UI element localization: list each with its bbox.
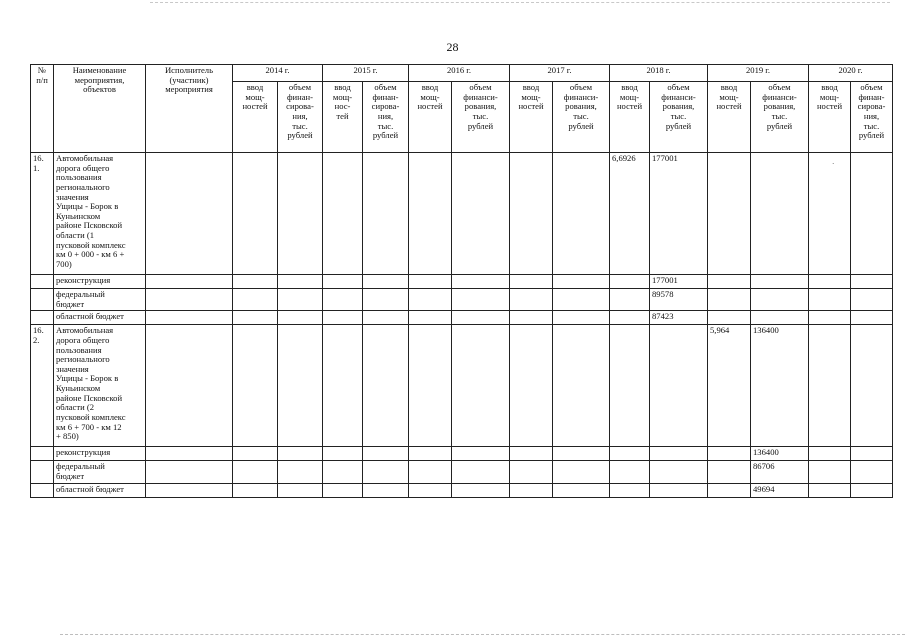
row-executor xyxy=(146,483,233,497)
cell-2017-capacity xyxy=(510,153,553,275)
row-number xyxy=(31,311,54,325)
cell-2016-capacity xyxy=(409,289,452,311)
cell-2020-capacity xyxy=(809,289,851,311)
cell-2015-capacity xyxy=(323,311,363,325)
cell-2019-capacity xyxy=(708,289,751,311)
header-2020-capacity: ввод мощ- ностей xyxy=(809,82,851,153)
cell-2014-capacity xyxy=(233,461,278,483)
row-executor xyxy=(146,447,233,461)
cell-2018-capacity xyxy=(610,325,650,447)
header-2017-capacity: ввод мощ- ностей xyxy=(510,82,553,153)
cell-2014-capacity xyxy=(233,289,278,311)
header-no: № п/п xyxy=(31,65,54,153)
cell-2016-capacity xyxy=(409,325,452,447)
cell-2014-funding xyxy=(278,461,323,483)
cell-2020-funding xyxy=(851,153,893,275)
row-name: областной бюджет xyxy=(54,311,146,325)
cell-2017-capacity xyxy=(510,289,553,311)
cell-2019-funding xyxy=(751,289,809,311)
cell-2020-funding xyxy=(851,325,893,447)
header-2014-funding: объем финан- сирова- ния, тыс. рублей xyxy=(278,82,323,153)
cell-2018-funding xyxy=(650,447,708,461)
row-executor xyxy=(146,461,233,483)
cell-2019-funding: 49694 xyxy=(751,483,809,497)
header-year-2017: 2017 г. xyxy=(510,65,610,82)
cell-2018-capacity xyxy=(610,289,650,311)
cell-2017-capacity xyxy=(510,325,553,447)
table-row xyxy=(31,289,893,311)
row-executor xyxy=(146,275,233,289)
cell-2015-funding xyxy=(363,311,409,325)
row-name: федеральный бюджет xyxy=(54,461,146,483)
table-row xyxy=(31,275,893,289)
funding-table xyxy=(30,64,893,498)
cell-2015-capacity xyxy=(323,289,363,311)
cell-2017-funding xyxy=(553,275,610,289)
row-name: реконструкция xyxy=(54,447,146,461)
cell-2020-capacity xyxy=(809,311,851,325)
header-2014-capacity: ввод мощ- ностей xyxy=(233,82,278,153)
cell-2018-funding xyxy=(650,461,708,483)
row-number xyxy=(31,483,54,497)
page-number: 28 xyxy=(446,40,459,54)
cell-2019-capacity xyxy=(708,275,751,289)
cell-2016-capacity xyxy=(409,153,452,275)
cell-2014-funding xyxy=(278,447,323,461)
scan-speck: · xyxy=(832,160,835,168)
cell-2018-capacity xyxy=(610,275,650,289)
header-2015-funding: объем финан- сирова- ния, тыс. рублей xyxy=(363,82,409,153)
cell-2015-funding xyxy=(363,153,409,275)
header-2019-funding: объем финанси- рования, тыс. рублей xyxy=(751,82,809,153)
cell-2020-funding xyxy=(851,461,893,483)
header-2018-funding: объем финанси- рования, тыс. рублей xyxy=(650,82,708,153)
cell-2019-funding: 136400 xyxy=(751,447,809,461)
cell-2017-capacity xyxy=(510,275,553,289)
table-row xyxy=(31,153,893,275)
cell-2019-funding: 86706 xyxy=(751,461,809,483)
table-row xyxy=(31,311,893,325)
table-row xyxy=(31,325,893,447)
cell-2016-capacity xyxy=(409,275,452,289)
cell-2020-funding xyxy=(851,447,893,461)
cell-2017-funding xyxy=(553,461,610,483)
cell-2015-capacity xyxy=(323,325,363,447)
cell-2018-capacity xyxy=(610,483,650,497)
cell-2018-capacity xyxy=(610,311,650,325)
table-body xyxy=(31,153,893,498)
cell-2015-funding xyxy=(363,447,409,461)
cell-2015-funding xyxy=(363,483,409,497)
cell-2014-capacity xyxy=(233,447,278,461)
cell-2020-capacity xyxy=(809,325,851,447)
cell-2020-capacity xyxy=(809,275,851,289)
cell-2017-funding xyxy=(553,325,610,447)
cell-2015-funding xyxy=(363,325,409,447)
cell-2014-funding xyxy=(278,325,323,447)
header-name: Наименование мероприятия, объектов xyxy=(54,65,146,153)
cell-2020-capacity xyxy=(809,447,851,461)
header-year-2019: 2019 г. xyxy=(708,65,809,82)
table-row xyxy=(31,483,893,497)
cell-2019-funding: 136400 xyxy=(751,325,809,447)
cell-2014-capacity xyxy=(233,153,278,275)
cell-2019-funding xyxy=(751,153,809,275)
header-row-years xyxy=(31,65,893,82)
row-name: федеральный бюджет xyxy=(54,289,146,311)
header-executor: Исполнитель (участник) мероприятия xyxy=(146,65,233,153)
cell-2015-capacity xyxy=(323,153,363,275)
cell-2018-funding xyxy=(650,325,708,447)
header-2017-funding: объем финанси- рования, тыс. рублей xyxy=(553,82,610,153)
cell-2014-funding xyxy=(278,275,323,289)
cell-2015-capacity xyxy=(323,275,363,289)
cell-2016-funding xyxy=(452,275,510,289)
cell-2020-funding xyxy=(851,483,893,497)
cell-2017-capacity xyxy=(510,461,553,483)
cell-2015-capacity xyxy=(323,461,363,483)
header-2019-capacity: ввод мощ- ностей xyxy=(708,82,751,153)
cell-2016-funding xyxy=(452,153,510,275)
cell-2015-capacity xyxy=(323,447,363,461)
cell-2017-funding xyxy=(553,311,610,325)
header-2016-capacity: ввод мощ- ностей xyxy=(409,82,452,153)
cell-2017-capacity xyxy=(510,483,553,497)
row-number: 16. 1. xyxy=(31,153,54,275)
cell-2014-funding xyxy=(278,289,323,311)
header-2016-funding: объем финанси- рования, тыс. рублей xyxy=(452,82,510,153)
cell-2014-capacity xyxy=(233,483,278,497)
header-2015-capacity: ввод мощ- нос- тей xyxy=(323,82,363,153)
row-number xyxy=(31,461,54,483)
cell-2018-funding xyxy=(650,483,708,497)
row-number xyxy=(31,447,54,461)
cell-2018-funding: 89578 xyxy=(650,289,708,311)
cell-2018-funding: 177001 xyxy=(650,153,708,275)
cell-2017-funding xyxy=(553,153,610,275)
cell-2017-funding xyxy=(553,483,610,497)
cell-2015-capacity xyxy=(323,483,363,497)
cell-2019-capacity xyxy=(708,153,751,275)
cell-2019-capacity xyxy=(708,447,751,461)
cell-2019-capacity xyxy=(708,483,751,497)
cell-2019-capacity xyxy=(708,311,751,325)
cell-2020-funding xyxy=(851,275,893,289)
scan-bottom-edge xyxy=(60,634,905,635)
cell-2019-funding xyxy=(751,311,809,325)
scan-top-edge xyxy=(150,2,890,3)
cell-2020-capacity xyxy=(809,461,851,483)
cell-2020-capacity xyxy=(809,153,851,275)
cell-2014-capacity xyxy=(233,275,278,289)
cell-2018-capacity xyxy=(610,447,650,461)
cell-2016-capacity xyxy=(409,311,452,325)
row-number xyxy=(31,275,54,289)
row-name: Автомобильная дорога общего пользования регионального значения Ущицы - Борок в Куньинском районе Псковской области (2 пусковой комплекс км 6 + 700 - км 12 + 850) xyxy=(54,325,146,447)
cell-2017-funding xyxy=(553,447,610,461)
cell-2014-capacity xyxy=(233,325,278,447)
header-year-2020: 2020 г. xyxy=(809,65,893,82)
cell-2015-funding xyxy=(363,275,409,289)
row-executor xyxy=(146,311,233,325)
header-year-2018: 2018 г. xyxy=(610,65,708,82)
row-name: областной бюджет xyxy=(54,483,146,497)
cell-2014-capacity xyxy=(233,311,278,325)
row-executor xyxy=(146,289,233,311)
header-year-2014: 2014 г. xyxy=(233,65,323,82)
cell-2016-capacity xyxy=(409,447,452,461)
cell-2016-funding xyxy=(452,311,510,325)
cell-2018-funding: 87423 xyxy=(650,311,708,325)
cell-2014-funding xyxy=(278,311,323,325)
row-number: 16. 2. xyxy=(31,325,54,447)
cell-2017-funding xyxy=(553,289,610,311)
cell-2016-capacity xyxy=(409,461,452,483)
cell-2020-funding xyxy=(851,311,893,325)
header-2020-funding: объем финан- сирова- ния, тыс. рублей xyxy=(851,82,893,153)
table-row xyxy=(31,447,893,461)
cell-2020-capacity xyxy=(809,483,851,497)
cell-2016-capacity xyxy=(409,483,452,497)
cell-2016-funding xyxy=(452,289,510,311)
cell-2016-funding xyxy=(452,325,510,447)
cell-2014-funding xyxy=(278,483,323,497)
cell-2017-capacity xyxy=(510,447,553,461)
cell-2019-capacity: 5,964 xyxy=(708,325,751,447)
cell-2014-funding xyxy=(278,153,323,275)
cell-2018-capacity xyxy=(610,461,650,483)
cell-2018-capacity: 6,6926 xyxy=(610,153,650,275)
row-executor xyxy=(146,153,233,275)
cell-2015-funding xyxy=(363,461,409,483)
cell-2020-funding xyxy=(851,289,893,311)
table-row xyxy=(31,461,893,483)
cell-2017-capacity xyxy=(510,311,553,325)
header-2018-capacity: ввод мощ- ностей xyxy=(610,82,650,153)
cell-2018-funding: 177001 xyxy=(650,275,708,289)
row-number xyxy=(31,289,54,311)
row-executor xyxy=(146,325,233,447)
cell-2016-funding xyxy=(452,483,510,497)
cell-2016-funding xyxy=(452,461,510,483)
header-year-2015: 2015 г. xyxy=(323,65,409,82)
row-name: Автомобильная дорога общего пользования регионального значения Ущицы - Борок в Куньинском районе Псковской области (1 пусковой комплекс км 0 + 000 - км 6 + 700) xyxy=(54,153,146,275)
cell-2015-funding xyxy=(363,289,409,311)
cell-2016-funding xyxy=(452,447,510,461)
header-year-2016: 2016 г. xyxy=(409,65,510,82)
cell-2019-funding xyxy=(751,275,809,289)
row-name: реконструкция xyxy=(54,275,146,289)
cell-2019-capacity xyxy=(708,461,751,483)
